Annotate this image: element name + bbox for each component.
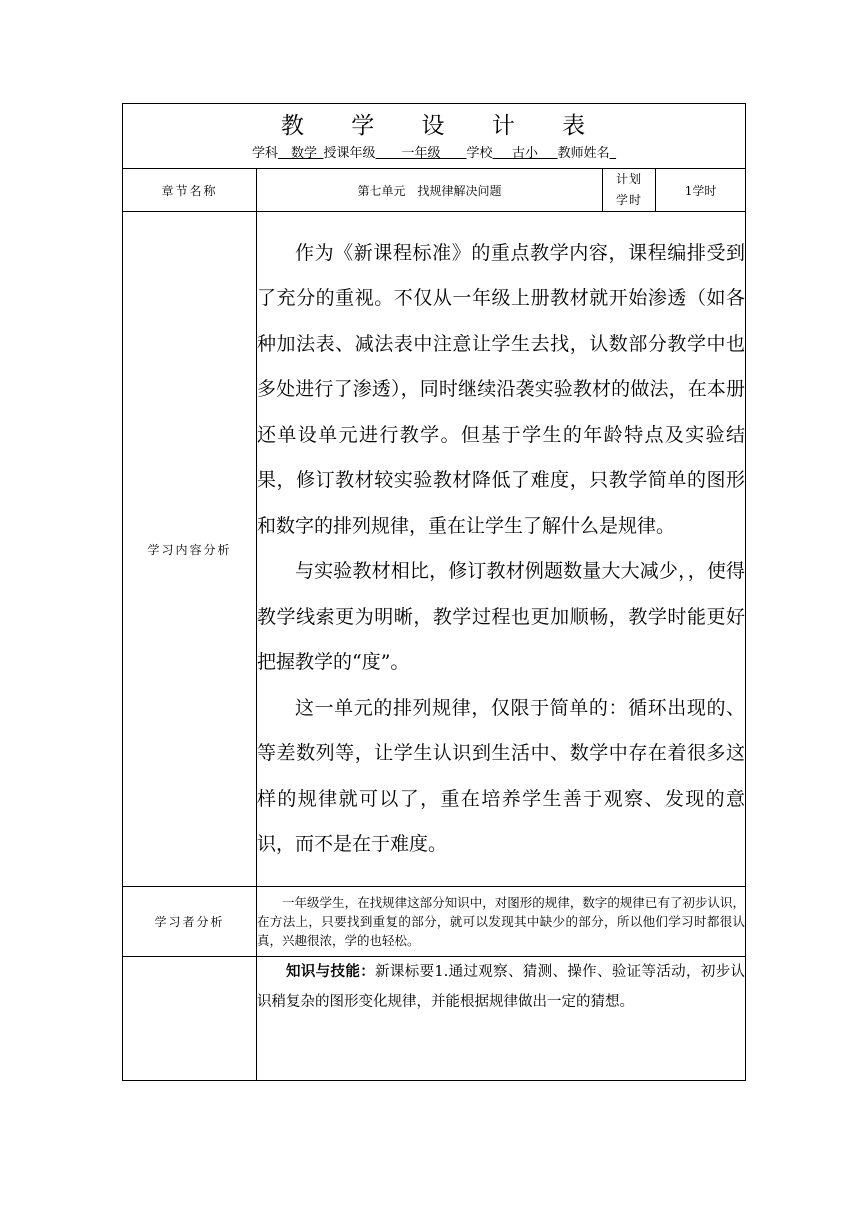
page-title: 教 学 设 计 表	[280, 113, 606, 139]
learner-analysis-label: 学习者分析	[123, 887, 257, 957]
teacher-value	[610, 146, 617, 161]
content-analysis-label: 学习内容分析	[123, 212, 257, 887]
knowledge-label: 知识与技能：	[286, 963, 376, 980]
knowledge-text: 新课标要1.通过观察、猜测、操作、验证等活动，初步认识稍复杂的图形变化规律，并能根据规律做出一定的猜想。	[257, 964, 746, 1010]
knowledge-paragraph	[257, 957, 745, 1017]
content-paragraph: 作为《新课程标准》的重点教学内容，课程编排受到了充分的重视。不仅从一年级上册教材就开始渗透（如各种加法表、减法表中注意让学生去找，认数部分教学中也多处进行了渗透），同时继续沿袭实验教材的做法，在本册还单设单元进行教学。但基于学生的年龄特点及实验结果，修订教材较实验教材降低了难度，只教学简单的图形和数字的排列规律，重在让学生了解什么是规律。	[257, 241, 746, 537]
learner-analysis-body	[257, 887, 746, 957]
content-paragraph: 这一单元的排列规律，仅限于简单的：循环出现的、等差数列等，让学生认识到生活中、数学中存在着很多这样的规律就可以了，重在培养学生善于观察、发现的意识，而不是在于难度。	[257, 696, 746, 855]
grade-value: 一年级	[401, 146, 441, 161]
content-paragraph: 与实验教材相比，修订教材例题数量大大减少，，使得教学线索更为明晰，教学过程也更加顺畅，教学时能更好把握教学的“度”。	[257, 560, 746, 673]
teacher-label: 教师姓名	[557, 146, 610, 161]
header-cell	[123, 104, 746, 169]
chapter-name: 第七单元 找规律解决问题	[257, 169, 603, 212]
meta-line	[123, 143, 745, 165]
grade-label: 授课年级	[323, 146, 376, 161]
subject-value: 数学	[290, 146, 317, 161]
objectives-row	[123, 957, 746, 1081]
content-analysis-body	[257, 212, 746, 887]
lesson-design-table	[122, 103, 746, 1081]
plan-label-line1: 计划	[615, 172, 642, 186]
chapter-label: 章节名称	[123, 169, 257, 212]
objectives-label	[123, 957, 257, 1081]
school-value: 古小	[512, 146, 539, 161]
chapter-row	[123, 169, 746, 212]
plan-hours-label	[603, 169, 656, 212]
learner-analysis-text: 一年级学生，在找规律这部分知识中，对图形的规律，数字的规律已有了初步认识，在方法上，只要找到重复的部分，就可以发现其中缺少的部分，所以他们学习时都很认真，兴趣很浓，学的也轻松。	[257, 895, 746, 948]
plan-hours-value: 1学时	[656, 169, 746, 212]
content-analysis-row	[123, 212, 746, 887]
learner-analysis-row	[123, 887, 746, 957]
subject-label: 学科	[251, 146, 278, 161]
plan-label-line2: 学时	[615, 193, 642, 207]
school-label: 学校	[466, 146, 493, 161]
objectives-body	[257, 957, 746, 1081]
header-row	[123, 104, 746, 169]
